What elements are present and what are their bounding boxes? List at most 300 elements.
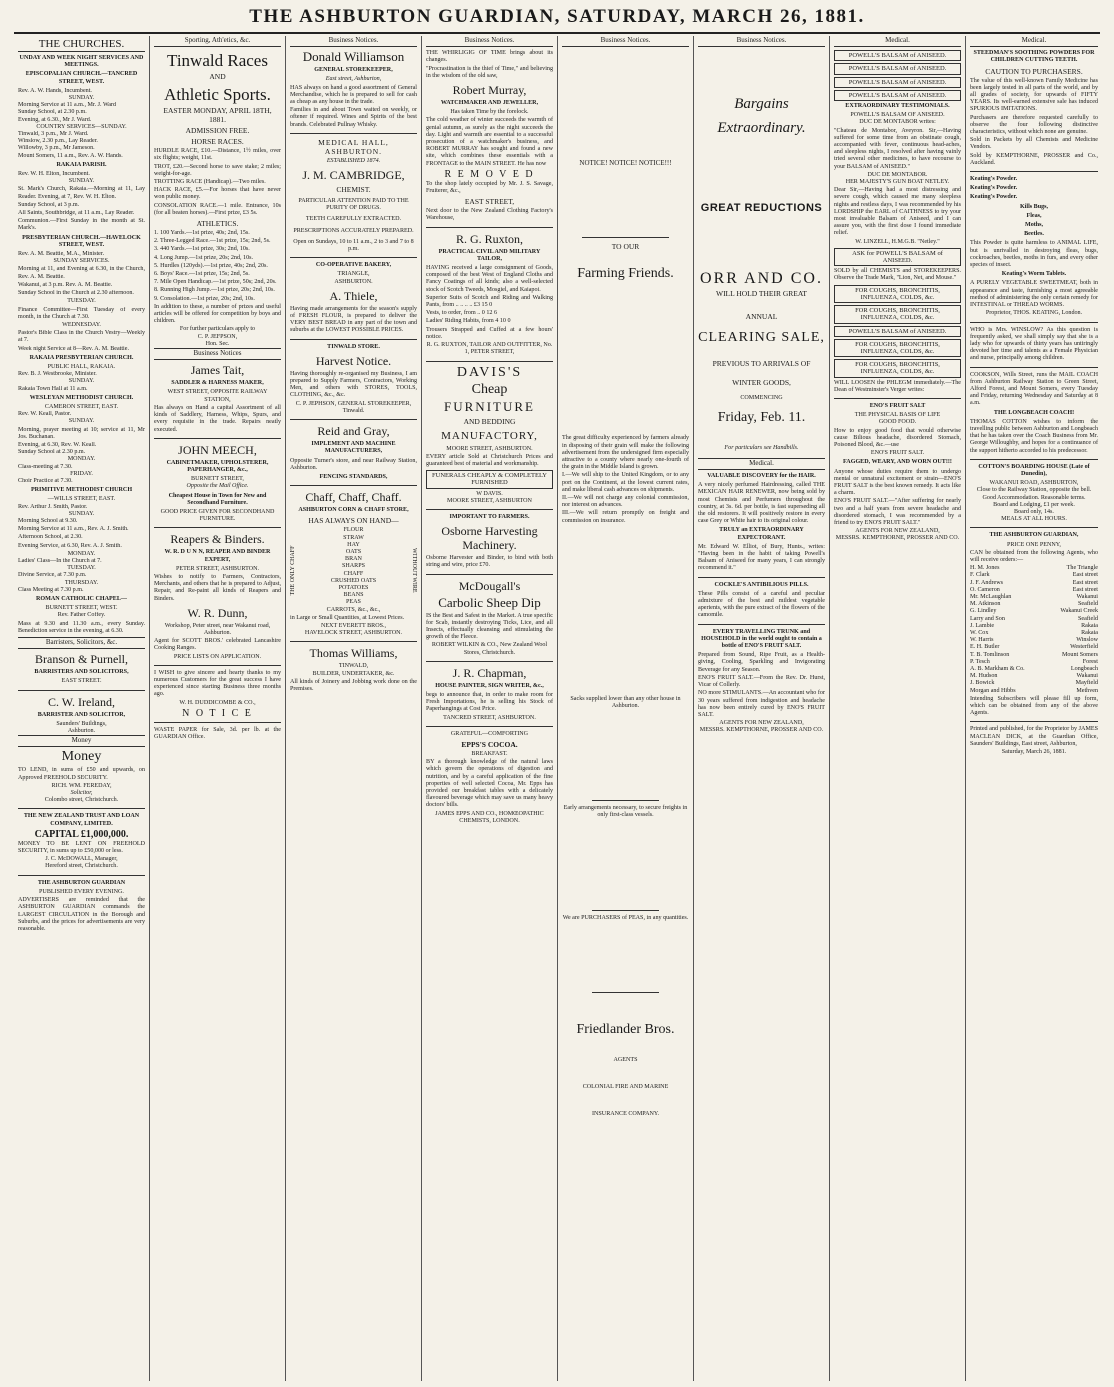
netley-text: Dear Sir,—Having had a most distressing and severe cough, which caused me many sleepless nights and restless days, I was recommended by his LORDSHIP the EARL of CAITHNESS to try your most invaluable Balsam of Aniseed, and I can assure you, with the first dose I found immediate relief. xyxy=(834,187,961,237)
powells-balsam: POWELL'S BALSAM of ANISEED. xyxy=(834,77,961,88)
capital-agent: J. C. McDOWALL, Manager, xyxy=(45,856,118,863)
divider xyxy=(18,808,145,809)
list-item: III.—We will return promptly on freight and commission on insurance. xyxy=(562,510,689,524)
powells-balsam: POWELL'S BALSAM of ANISEED. xyxy=(834,326,961,337)
ireland-name: C. W. Ireland, xyxy=(48,694,115,709)
list-item: Wakanui, at 3 p.m. Rev. A. M. Beattie. xyxy=(18,281,113,288)
list-item: HACK RACE, £5.—For horses that have never won public money. xyxy=(154,187,281,201)
cockle-heading: COCKLE'S ANTIBILIOUS PILLS. xyxy=(714,581,809,588)
agent-place: Seafield xyxy=(1078,615,1098,622)
guardian-heading: THE ASHBURTON GUARDIAN xyxy=(37,879,126,886)
winter-goods: WINTER GOODS, xyxy=(732,378,791,388)
reid-gray-text: Opposite Turner's store, and near Railway Station, Ashburton. xyxy=(290,457,417,471)
truly-heading: TRULY an EXTRAORDINARY EXPECTORANT. xyxy=(719,527,804,541)
caution-heading: CAUTION TO PURCHASERS. xyxy=(985,66,1083,76)
list-item: Class Meeting at 7.30 p.m. xyxy=(18,586,84,593)
divider xyxy=(970,322,1098,323)
section-barristers: Barristers, Solicitors, &c. xyxy=(18,637,145,649)
divider xyxy=(970,171,1098,172)
churches-title: THE CHURCHES. xyxy=(18,37,145,52)
divider xyxy=(970,367,1098,368)
nz-trust-heading: THE NEW ZEALAND TRUST AND LOAN COMPANY, LIMITED. xyxy=(23,813,140,827)
mcdougall-signature: ROBERT WILKIN & CO., New Zealand Wool Stores, Christchurch. xyxy=(431,642,548,656)
column-churches xyxy=(14,36,150,1381)
williamson-text: HAS always on hand a good assortment of General Merchandise, which he is prepared to sell for cash as cheap as any house in the trade. xyxy=(290,84,417,106)
rakaia-presbyterian-heading: RAKAIA PRESBYTERIAN CHURCH. xyxy=(29,354,134,361)
thiele-name: A. Thiele, xyxy=(329,288,378,303)
coughs-box: FOR COUGHS, BRONCHITIS, INFLUENZA, COLDS, &c. xyxy=(834,359,961,377)
every-text: Prepared from Sound, Ripe Fruit, as a Health-giving, Cooling, Sparkling and Invigorating Beverage for any Season. xyxy=(698,652,825,673)
athletics-list xyxy=(154,230,281,303)
fagged-heading: FAGGED, WEARY, AND WORN OUT!!! xyxy=(843,459,952,466)
agent-name: T. B. Tomlinson xyxy=(970,651,1010,658)
capital-text: MONEY TO BE LENT ON FREEHOLD SECURITY, in sums up to £50,000 or less. xyxy=(18,840,145,855)
list-item: Rev. A. M. Beattie, M.A., Minister. xyxy=(18,251,105,258)
murray-body: The cold weather of winter succeeds the warmth of genial autumn, as surely as the night succeeds the day. Light and warmth are essential to a successful prosecution of a watchmaker's business, and ROBERT MURRAY has sought and found a new site, which combines these essentials with a FRONTAGE to the MAIN STREET. He has now xyxy=(426,117,553,167)
worm-text: A PURELY VEGETABLE SWEETMEAT, both in appearance and taste, furnishing a most agreeable method of administering the only certain remedy for INTESTINAL or THREAD WORMS. xyxy=(970,280,1098,309)
reapers-name: W. R. D U N N, REAPER AND BINDER EXPERT, xyxy=(164,549,271,563)
list-item: WEDNESDAY. xyxy=(62,321,101,328)
table-row xyxy=(970,601,1098,608)
table-row xyxy=(970,565,1098,572)
column-business-1 xyxy=(286,36,422,1381)
handbills: For particulars see Handbills. xyxy=(724,444,799,451)
harvest-signature: C. P. JEPHSON, GENERAL STOREKEEPER, Tinwald. xyxy=(295,400,412,414)
powells-balsam: POWELL'S BALSAM of ANISEED. xyxy=(834,50,961,61)
netley-signature: W. LINZELL, H.M.G.B. "Netley." xyxy=(855,238,940,245)
list-item: Divine Service, at 7.30 p.m. xyxy=(18,572,87,579)
list-item: Evening, at 6.30., Mr J. Ward. xyxy=(18,116,92,123)
athletics-contact-role: Hon. Sec. xyxy=(205,340,230,347)
printed-date: Saturday, March 26, 1881. xyxy=(1001,749,1067,756)
divider xyxy=(698,577,825,578)
list-item: CAMERON STREET, EAST. xyxy=(44,403,119,410)
powells-balsam: POWELL'S BALSAM of ANISEED. xyxy=(834,63,961,74)
divider xyxy=(18,690,145,691)
list-item: Rev. W. Keall, Pastor. xyxy=(18,411,72,418)
williamson-name: Donald Williamson xyxy=(302,49,405,65)
list-item: Rev. Father Coffey. xyxy=(57,612,106,619)
column-sporting xyxy=(150,36,286,1381)
no-more-text: NO more STIMULANTS.—An accountant who for 30 years suffered from indigestion and headache has now been entirely cured by ENO'S FRUIT SALT. xyxy=(698,690,825,718)
list-item: THURSDAY. xyxy=(64,579,99,586)
notice-signature: W. H. DUDDICOMBE & CO., xyxy=(179,699,256,706)
table-row xyxy=(970,666,1098,673)
divider xyxy=(698,624,825,625)
agent-name: M. Atkinson xyxy=(970,601,1001,608)
list-item: Pastor's Bible Class in the Church Vestry—Weekly at 7. xyxy=(18,330,145,344)
notice-title: N O T I C E xyxy=(182,707,253,719)
cotton-address: WAKANUI ROAD, ASHBURTON, xyxy=(989,480,1079,487)
orr-name: ORR AND CO. xyxy=(700,270,823,288)
osborne-title: Osborne Harvesting Machinery. xyxy=(441,524,538,553)
accommodation: Good Accommodation. Reasonable terms. xyxy=(982,494,1086,501)
list-item: TUESDAY. xyxy=(67,565,96,572)
longbeach-text: THOMAS COTTON wishes to inform the travelling public between Ashburton and Longbeach that he has taken over the Coach Business from Mr. George Willoughby, and hopes for a continuance of the support hitherto accorded to his predecessor. xyxy=(970,418,1098,454)
list-item: TROTTING RACE (Handicap).—Two miles. xyxy=(154,179,266,186)
eno-3: ENO'S FRUIT SALT.—"After suffering for nearly two and a half years from severe headache and disordered stomach, I was recommended by a friend to try ENO'S FRUIT SALT." xyxy=(834,498,961,526)
divider xyxy=(290,133,417,134)
column-business-2 xyxy=(422,36,558,1381)
tinwald-store: TINWALD STORE. xyxy=(327,343,380,350)
agent-place: East street xyxy=(1072,572,1098,579)
mcdougall-sub: Carbolic Sheep Dip xyxy=(438,594,541,610)
agent-name: P. Tesch xyxy=(970,658,990,665)
printed-text: Printed and published, for the Proprietor by JAMES MACLEAN DICK, at the Guardian Office, Saunders' Buildings, East street, Ashburton, xyxy=(970,726,1098,747)
list-item: 9. Consolation.—1st prize, 20s; 2nd, 10s. xyxy=(154,295,255,302)
chaff-side-right: WITHOUT WIRE xyxy=(411,548,417,593)
list-item: SHARPS xyxy=(341,563,366,570)
list-item: HAY xyxy=(347,541,360,548)
duc-heading: DUC DE MONTABOR writes: xyxy=(859,119,936,126)
chapman-role: HOUSE PAINTER, SIGN WRITER, &c., xyxy=(435,682,544,689)
davis-furniture: FURNITURE xyxy=(444,398,535,414)
thomas-williams-town: TINWALD, xyxy=(338,663,369,670)
roman-catholic-list xyxy=(18,605,145,635)
cambridge-role: CHEMIST. xyxy=(336,185,371,195)
agent-place: East street xyxy=(1072,586,1098,593)
agent-name: Larry and Son xyxy=(970,615,1005,622)
list-item: Ladies' Riding Habits, from 4 10 0 xyxy=(426,318,511,325)
meech-good: GOOD PRICE GIVEN FOR SECONDHAND FURNITURE. xyxy=(160,508,275,523)
divider xyxy=(592,800,659,801)
annual: ANNUAL xyxy=(745,312,778,322)
fleas: Fleas, xyxy=(1026,212,1042,219)
notice-heading: NOTICE! NOTICE! NOTICE!!! xyxy=(579,159,672,168)
thomas-williams-text: All kinds of Joinery and Jobbing work done on the Premises. xyxy=(290,678,417,692)
rakaia-parish-heading: RAKAIA PARISH. xyxy=(56,161,107,168)
agent-name: J. F. Andrews xyxy=(970,579,1004,586)
chapman-address: TANCRED STREET, ASHBURTON. xyxy=(443,714,536,721)
thomas-williams-name: Thomas Williams, xyxy=(309,646,398,661)
kempthorne: MESSRS. KEMPTHORNE, PROSSER AND CO. xyxy=(699,727,824,734)
primitive-methodist-list xyxy=(18,496,145,594)
list-item: Evening Service, at 6.30, Rev. A. J. Smith. xyxy=(18,542,122,549)
list-item: SUNDAY. xyxy=(68,95,95,102)
presbyterian-list xyxy=(18,251,145,353)
divider xyxy=(154,722,281,723)
tait-name: James Tait, xyxy=(190,363,245,378)
reid-gray-role: IMPLEMENT AND MACHINE MANUFACTURERS, xyxy=(311,441,396,455)
event-date: EASTER MONDAY, APRIL 18TH, 1881. xyxy=(163,106,272,125)
column-medical-1 xyxy=(830,36,966,1381)
cotton-text: Close to the Railway Station, opposite the bell. xyxy=(976,487,1092,494)
list-item: 8. Running High Jump.—1st prize, 20s; 2nd, 10s. xyxy=(154,287,275,294)
roman-catholic-heading: ROMAN CATHOLIC CHAPEL— xyxy=(36,596,127,603)
reapers-title: Reapers & Binders. xyxy=(170,532,265,547)
guardian-price: PRICE ONE PENNY, xyxy=(1007,541,1061,548)
agent-place: Longbeach xyxy=(1070,666,1098,673)
funerals-box: FUNERALS CHEAPLY & COMPLETELY FURNISHED xyxy=(426,470,553,488)
table-row xyxy=(970,572,1098,579)
divider xyxy=(834,398,961,399)
guardian-text: ADVERTISERS are reminded that the ASHBURTON GUARDIAN commands the LARGEST CIRCULATION in the Borough and Suburbs, and the prices for advertisements are very reasonable. xyxy=(18,897,145,932)
early-note: Early arrangements necessary, to secure freights in only first-class vessels. xyxy=(563,805,688,819)
enos-text: ENO'S FRUIT SALT.—From the Rev. Dr. Hurst, Vicar of Collerly. xyxy=(698,674,825,689)
friday-date: Friday, Feb. 11. xyxy=(717,409,806,425)
column-business-3 xyxy=(558,36,694,1381)
column-medical-2 xyxy=(966,36,1102,1381)
reid-gray-name: Reid and Gray, xyxy=(317,424,390,439)
guardian-agents-heading: THE ASHBURTON GUARDIAN, xyxy=(989,532,1079,539)
extraordinary-sub: POWELL'S BALSAM OF ANISEED. xyxy=(850,112,945,119)
table-row xyxy=(970,630,1098,637)
section-business: Business Notices. xyxy=(426,36,553,47)
established: ESTABLISHED 1874. xyxy=(326,157,381,164)
davis-signature: W DAVIS. xyxy=(476,490,503,497)
worm-signature: Proprietor, THOS. KEATING, London. xyxy=(985,310,1083,317)
chaff-sub: ASHBURTON CORN & CHAFF STORE, xyxy=(298,507,409,514)
section-sporting: Sporting, Ath'etics, &c. xyxy=(154,36,281,47)
section-money: Money xyxy=(18,735,145,747)
agent-name: O. Cameron xyxy=(970,586,1000,593)
list-item: Mount Somers, 11 a.m., Rev. A. W. Hands. xyxy=(18,152,123,159)
list-item: Finance Committee—First Tuesday of every month, in the Church at 7.30. xyxy=(18,306,145,320)
primitive-methodist-heading: PRIMITIVE METHODIST CHURCH xyxy=(30,487,133,494)
table-row xyxy=(970,587,1098,594)
agent-place: Wakanui Creek xyxy=(1060,608,1098,615)
athletic-sports-title: Athletic Sports. xyxy=(164,85,271,105)
longbeach-heading: THE LONGBEACH COACH! xyxy=(993,409,1075,416)
removed-next: Next door to the New Zealand Clothing Factory's Warehouse, xyxy=(426,208,553,222)
cockle-text: These Pills consist of a careful and peculiar admixture of the best and mildest vegetable aperients, with the pure extract of the flowers of the camomile. xyxy=(698,590,825,619)
chapman-text: begs to announce that, in order to make room for Fresh Importations, he is selling his Stock of Paperhangings at Cost Price. xyxy=(426,691,553,713)
ruxton-text: HAVING received a large consignment of Goods, composed of the best West of England Cloths and Fancy Coatings of all kinds; also a well-selected stock of Scotch Tweeds, Mosgiel, and Kaiapoi. xyxy=(426,265,553,293)
ask-powells: ASK for POWELL'S BALSAM of ANISEED. xyxy=(834,248,961,266)
list-item: PEAS xyxy=(346,599,361,606)
table-row xyxy=(970,688,1098,695)
meech-name: JOHN MEECH, xyxy=(178,442,257,457)
rakaia-presbyterian-list xyxy=(18,364,145,393)
list-item: Vests, to order, from .. 0 12 6 xyxy=(426,310,498,317)
list-item: POTATOES xyxy=(338,584,369,591)
list-item: STRAW xyxy=(343,534,364,541)
agent-place: East street xyxy=(1072,579,1098,586)
agent-name: J. Bowick xyxy=(970,680,995,687)
masthead: THE ASHBURTON GUARDIAN, SATURDAY, MARCH 26, 1881. xyxy=(249,6,865,27)
chaff-title: Chaff, Chaff, Chaff. xyxy=(305,490,402,505)
wesleyan-list xyxy=(18,404,145,485)
removed-address: EAST STREET, xyxy=(464,197,515,207)
thomas-williams-role: BUILDER, UNDERTAKER, &c. xyxy=(312,670,395,677)
list-item: MONDAY. xyxy=(67,456,96,463)
clearing-sale: CLEARING SALE, xyxy=(698,330,825,346)
list-item: Morning Service at 11 a.m., Rev. A. J. Smith. xyxy=(18,526,129,533)
cookson-text: COOKSON, Wills Street, runs the MAIL COACH from Ashburton Railway Station to Green Street, Alford Forest, and Mount Somers, every Tuesday and Friday, returning Wednesday and Saturday at 8 a.m. xyxy=(970,371,1098,407)
divider xyxy=(426,227,553,228)
list-item: Tinwald, 3 p.m., Mr J. Ward. xyxy=(18,131,89,138)
fagged-text: Anyone whose duties require them to undergo mental or unnatural excitement or strain—ENO'S FRUIT SALT is the best known remedy. It acts like a charm. xyxy=(834,468,961,497)
agent-name: A. B. Markham & Co. xyxy=(970,666,1025,673)
sold-by: SOLD by all CHEMISTS and STOREKEEPERS. Observe the Trade Mark, "Lion, Net, and Mouse." xyxy=(834,268,961,282)
list-item: Sunday School, at 2.30 p.m. xyxy=(18,109,87,116)
will-loosen: WILL LOOSEN the PHLEGM immediately.—The Dean of Westminster's Verger writes: xyxy=(834,379,961,393)
cambridge-name: J. M. CAMBRIDGE, xyxy=(302,168,405,183)
divider xyxy=(582,237,669,238)
list-item: Evening, at 6.30, Rev. W. Keall. xyxy=(18,441,97,448)
list-item: CARROTS, &c., &c., xyxy=(326,606,381,613)
churches-subtitle: UNDAY AND WEEK NIGHT SERVICES AND MEETINGS. xyxy=(19,55,144,69)
agent-place: Wakanui xyxy=(1076,594,1098,600)
table-row xyxy=(970,580,1098,587)
agent-place: Rakaia xyxy=(1081,630,1098,637)
agent-name: Mr. McLaughlan xyxy=(970,594,1012,600)
every-heading: EVERY TRAVELLING TRUNK and HOUSEHOLD in the world ought to contain a bottle of ENO'S FRUIT SALT. xyxy=(701,628,822,650)
orr-sub: WILL HOLD THEIR GREAT xyxy=(715,289,808,299)
money-name: RICH. WM. FEREDAY, xyxy=(51,782,112,789)
list-item: Sunday School at 2.30 p.m. xyxy=(18,449,86,456)
divider xyxy=(154,665,281,666)
agent-name: Morgan and Hibbs xyxy=(970,687,1016,694)
divider xyxy=(154,527,281,528)
list-item: Choir Practice at 7.30. xyxy=(18,477,73,484)
athletics-contact: For further particulars apply to xyxy=(179,326,256,333)
thiele-text: Having made arrangements for the season's supply of FRESH FLOUR, is prepared to deliver the VERY BEST BREAD in any part of the town and suburbs at the LOWEST POSSIBLE PRICES. xyxy=(290,305,417,334)
tinwald-races-title: Tinwald Races xyxy=(167,51,268,71)
agents-heading: AGENTS FOR NEW ZEALAND, xyxy=(855,528,940,535)
osborne-text: Osborne Harvester and Binder, to bind with both string and wire, price £70. xyxy=(426,555,553,569)
divider xyxy=(18,875,145,876)
keating-powder: Keating's Powder. xyxy=(970,194,1018,201)
divider xyxy=(426,661,553,662)
list-item: TUESDAY. xyxy=(67,298,96,305)
harvest-notice-title: Harvest Notice. xyxy=(315,353,392,368)
truly-text: Mr. Edward W. Elliot, of Bury, Hunts., writes: "Having been in the habit of taking Powell's Balsam of Aniseed for many years, I can strongly recommend it." xyxy=(698,543,825,572)
capital-heading: CAPITAL £1,000,000. xyxy=(34,828,129,840)
divider xyxy=(154,438,281,439)
agent-place: Methven xyxy=(1076,687,1098,694)
meals: MEALS AT ALL HOURS. xyxy=(1001,516,1067,523)
ruxton-role: PRACTICAL CIVIL AND MILITARY TAILOR, xyxy=(438,248,541,262)
divider xyxy=(592,992,659,993)
branson-purnell-name: Branson & Purnell, xyxy=(35,652,128,667)
spacer xyxy=(562,50,689,160)
eno-text: How to enjoy good food that would otherwise cause Bilious headache, disordered Stomach, Poisoned Blood, &c.—use xyxy=(834,427,961,448)
list-item: Rev. W. H. Elton, Incumbent. xyxy=(18,171,90,178)
williamson-extra: Families in and about Town waited on weekly, or oftener if required. Wines and Spirits of the best brands. Celebrated Pullnay Whisky. xyxy=(290,107,417,128)
davis-cheap: Cheap xyxy=(471,381,508,397)
agent-name: E. H. Butler xyxy=(970,644,1000,651)
dunn-name: W. R. Dunn, xyxy=(187,605,248,620)
section-business: Business Notices. xyxy=(698,36,825,47)
tait-text: Has always on Hand a capital Assortment of all kinds of Saddlery, Harness, Whips, Spurs, and every requisite in the trade. Repairs neatly executed. xyxy=(154,404,281,433)
horse-races-list xyxy=(154,148,281,217)
list-item: Ladies' Class—In the Church at 7. xyxy=(18,558,102,564)
chaff-street: HAVELOCK STREET, ASHBURTON. xyxy=(304,630,403,637)
list-item: BRAN xyxy=(345,556,362,563)
farm-text: The great difficulty experienced by farmers already in disposing of their grain will make the following advertisement from the undersigned firm especially attractive to a county where nearly one-fourth of the grain in the Middle Island is grown. xyxy=(562,435,689,471)
powells-balsam: POWELL'S BALSAM of ANISEED. xyxy=(834,90,961,101)
harvest-text: Having thoroughly re-organised my Business, I am prepared to Supply Farmers, Contractors, Working Men, and others with STORES, TOOLS, CLOTHING, &c., &c. xyxy=(290,370,417,399)
admission: ADMISSION FREE. xyxy=(185,126,250,136)
davis-name: DAVIS'S xyxy=(456,364,523,380)
list-item: 2. Three-Legged Race.—1st prize, 15s; 2nd, 5s. xyxy=(154,238,271,245)
epps-title: EPPS'S COCOA. xyxy=(461,739,518,749)
list-item: Winslow, 2.30 p.m., Lay Reader. xyxy=(18,138,98,145)
list-item: Week night Service at 8—Rev. A. M. Beattie. xyxy=(18,345,129,352)
list-item: CONSOLATION RACE.—1 mile. Entrance, 10s (for all beaten horses).—First prize, £3 5s. xyxy=(154,202,281,216)
list-item: Rakaia Town Hall at 11 a.m. xyxy=(18,385,88,392)
section-business: Business Notices xyxy=(154,348,281,360)
divider xyxy=(290,339,417,340)
agent-name: M. Hudson xyxy=(970,673,998,680)
duc-text: "Chateau de Montabor, Aveyron. Sir,—Having suffered for some time from an obstinate cough, accompanied with fever, continuous head-aches, and sleepless nights, I resolved after having vainly tried several other medicines, to have recourse to your BALSAM of ANISEED." xyxy=(834,127,961,170)
table-row xyxy=(970,659,1098,666)
commencing: COMMENCING xyxy=(740,395,783,402)
ireland-role: BARRISTER AND SOLICITOR, xyxy=(37,711,126,718)
meech-role: CABINETMAKER, UPHOLSTERER, PAPERHANGER, &c., xyxy=(166,459,269,473)
colonial-fire: COLONIAL FIRE AND MARINE xyxy=(582,1084,669,1091)
agent-name: F. Clark xyxy=(970,572,990,579)
list-item: II.—We will not charge any colonial commission, nor interest on advances. xyxy=(562,495,689,509)
episcopalian-heading: EPISCOPALIAN CHURCH.—TANCRED STREET, WEST. xyxy=(25,71,138,85)
list-item: BURNETT STREET, WEST. xyxy=(45,605,118,612)
list-item: MONDAY. xyxy=(67,550,96,557)
eno-heading: ENO'S FRUIT SALT xyxy=(869,402,926,409)
caution-more: Purchasers are therefore requested carefully to observe the four following distinctive characteristics, without which none are genuine. xyxy=(970,114,1098,136)
great-reductions: GREAT REDUCTIONS xyxy=(700,202,823,215)
guardian-can: CAN be obtained from the following Agents, who will receive orders:— xyxy=(970,549,1098,563)
board-lodging: Board and Lodging, £1 per week. xyxy=(993,501,1075,508)
beetles: Beetles. xyxy=(1024,231,1044,238)
eno-2: ENO'S FRUIT SALT. xyxy=(870,450,925,457)
murray-name: Robert Murray, xyxy=(452,83,527,98)
guardian-subheading: PUBLISHED EVERY EVENING. xyxy=(39,888,124,895)
cambridge-line-3: PRESCRIPTIONS ACCURATELY PREPARED. xyxy=(293,227,414,234)
list-item: 7. Mile Open Handicap.—1st prize, 50s; 2nd, 20s. xyxy=(154,279,277,286)
chaff-has: HAS ALWAYS ON HAND— xyxy=(308,516,399,526)
coop-bakery-heading: CO-OPERATIVE BAKERY, xyxy=(315,262,392,269)
keating-powder: Keating's Powder. xyxy=(970,176,1018,183)
list-item: Willowby, 3 p.m., Mr Jameson. xyxy=(18,145,95,152)
divider xyxy=(290,419,417,420)
agent-place: Rakaia xyxy=(1081,622,1098,629)
chaff-note: in Large or Small Quantities, at Lowest Prices. xyxy=(290,614,405,621)
list-item: Rev. A. W. Hands, Incumbent. xyxy=(18,87,92,94)
list-item: BEANS xyxy=(343,592,364,599)
list-item: OATS xyxy=(345,548,362,555)
agent-place: Forest xyxy=(1082,658,1098,665)
agent-name: J. Lambie xyxy=(970,622,995,629)
cambridge-line-1: PARTICULAR ATTENTION PAID TO THE PURITY OF DRUGS. xyxy=(298,198,409,212)
coughs-box: FOR COUGHS, BRONCHITIS, INFLUENZA, COLDS, &c. xyxy=(834,305,961,323)
list-item: 1. 100 Yards.—1st prize, 40s; 2nd, 15s. xyxy=(154,230,250,237)
list-item: FRIDAY. xyxy=(70,470,93,477)
chaff-side-left: THE ONLY CHAFF xyxy=(290,545,296,596)
subscribers-text: Intending Subscribers will please fill up form, which can be obtained from any of the above Agents. xyxy=(970,695,1098,717)
williamson-role: GENERAL STOREKEEPER, xyxy=(314,67,393,74)
chaff-list-row xyxy=(290,527,417,613)
fencing-standards: FENCING STANDARDS, xyxy=(319,473,388,480)
agent-name: H. M. Jones xyxy=(970,565,1000,572)
agent-name: G. Lindley xyxy=(970,608,997,615)
divider xyxy=(970,721,1098,722)
extraordinary: Extraordinary. xyxy=(717,120,806,137)
list-item: Mass at 9.30 and 11.30 a.m., every Sunday. Benediction service in the evening, at 6.30. xyxy=(18,620,145,634)
sold-packets: Sold in Packets by all Chemists and Medicine Vendors. xyxy=(970,137,1098,151)
valuable-text: A very nicely perfumed Hairdressing, called THE MEXICAN HAIR RENEWER, now being sold by most Chemists and Perfumers throughout the country, at 3s. 6d. per bottle, is fast superseding all the old restorers. It will positively restore in every case Grey or White hair to its original colour. xyxy=(698,482,825,525)
branson-address: EAST STREET. xyxy=(61,678,102,685)
chaff-address: NEXT EVERETT BROS., xyxy=(320,622,387,629)
agent-place: Wakanui xyxy=(1076,673,1098,680)
rakaia-parish-list xyxy=(18,171,145,233)
list-item: Superior Suits of Scotch and Riding and Walking Pants, from .. .. .. .. £3 15 0 xyxy=(426,294,553,309)
list-item: 4. Long Jump.—1st prize, 20s; 2nd, 10s. xyxy=(154,254,254,261)
to-our: TO OUR xyxy=(611,242,640,252)
epps-text: BY a thorough knowledge of the natural laws which govern the operations of digestion and nutrition, and by a careful application of the fine properties of well selected Cocoa, Mr. Epps has provided our breakfast tables with a delicately flavoured beverage which may save us many heavy doctors' bills. xyxy=(426,759,553,809)
epps-signature: JAMES EPPS AND CO., HOMŒOPATHIC CHEMISTS, LONDON. xyxy=(435,810,544,824)
list-item: All Saints, Southbridge, at 11 a.m., Lay Reader. xyxy=(18,210,135,217)
